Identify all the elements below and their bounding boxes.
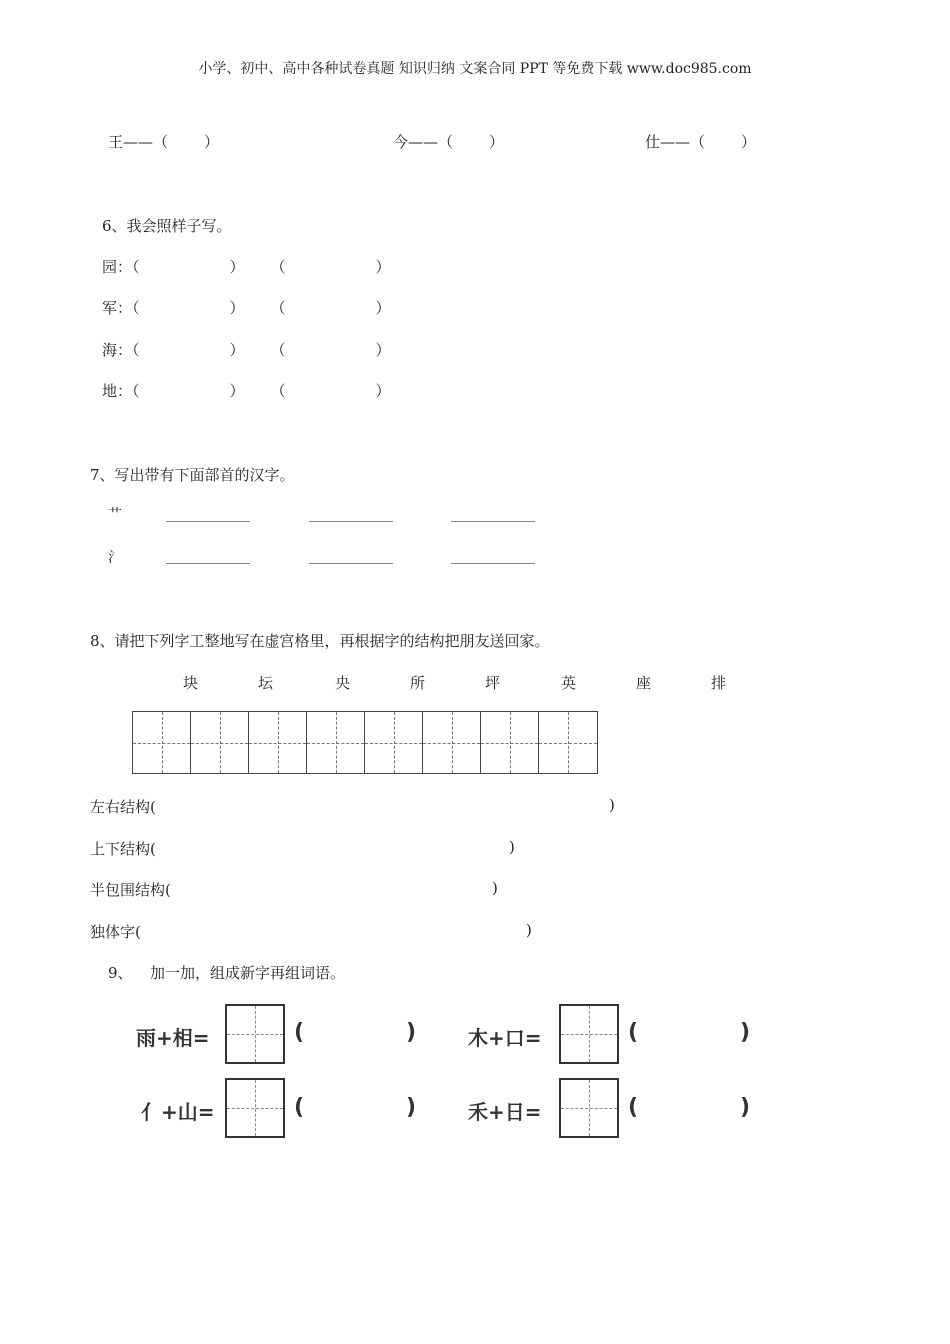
q9-paren-close: ) xyxy=(406,1020,417,1045)
grid-cell[interactable] xyxy=(249,712,307,773)
q8-char: 排 xyxy=(711,674,727,692)
q5-item-1 xyxy=(108,131,219,152)
q9-title: 加一加，组成新字再组词语。 xyxy=(150,964,346,982)
grid-cell[interactable] xyxy=(423,712,481,773)
q9-answer-box-1[interactable] xyxy=(225,1004,285,1064)
q9-answer-box-3[interactable] xyxy=(225,1078,285,1138)
page-header: 小学、初中、高中各种试卷真题 知识归纳 文案合同 PPT 等免费下载 www.doc985.com xyxy=(198,61,752,77)
q8-category-single: 独体字( xyxy=(90,923,141,941)
q9-formula-4: 禾+日= xyxy=(468,1100,542,1124)
q6-open-2: （ xyxy=(270,299,286,317)
q8-title: 8、请把下列字工整地写在虚宫格里，再根据字的结构把朋友送回家。 xyxy=(90,632,550,650)
q8-char: 英 xyxy=(561,674,577,692)
q8-category-close: ) xyxy=(509,838,515,856)
q6-close-1: ） xyxy=(229,341,245,359)
q9-answer-box-4[interactable] xyxy=(559,1078,619,1138)
q6-row-label: 地：（ xyxy=(102,382,140,400)
q6-close-1: ） xyxy=(229,258,245,276)
q6-open-2: （ xyxy=(270,341,286,359)
q8-category-left-right: 左右结构( xyxy=(90,798,156,816)
grid-cell[interactable] xyxy=(365,712,423,773)
q5-item-3 xyxy=(645,131,756,152)
q6-row-2 xyxy=(102,297,391,318)
q7-answer-line xyxy=(166,563,250,564)
q6-row-4 xyxy=(102,380,391,401)
q7-answer-line xyxy=(451,521,535,522)
q7-radical-1: 艹 xyxy=(108,507,122,523)
q5-item-close: ） xyxy=(489,133,505,151)
q6-row-3 xyxy=(102,339,391,360)
grid-cell[interactable] xyxy=(481,712,539,773)
q9-paren-open: ( xyxy=(628,1095,639,1120)
q6-row-1 xyxy=(102,256,391,277)
q6-row-label: 军：（ xyxy=(102,299,140,317)
q7-answer-line xyxy=(166,521,250,522)
q6-open-2: （ xyxy=(270,382,286,400)
q8-category-close: ) xyxy=(492,879,498,897)
q7-answer-line xyxy=(309,563,393,564)
q6-close-2: ） xyxy=(375,341,391,359)
q8-category-half-enclosed: 半包围结构( xyxy=(90,881,171,899)
q6-close-1: ） xyxy=(229,299,245,317)
q9-formula-2: 木+口= xyxy=(468,1026,542,1050)
q8-char: 座 xyxy=(636,674,652,692)
q8-category-close: ) xyxy=(609,796,615,814)
q7-answer-line xyxy=(451,563,535,564)
q8-char: 坛 xyxy=(258,674,274,692)
q9-paren-open: ( xyxy=(294,1020,305,1045)
q5-item-close: ） xyxy=(741,133,757,151)
q6-close-2: ） xyxy=(375,382,391,400)
q9-paren-open: ( xyxy=(628,1020,639,1045)
q9-paren-open: ( xyxy=(294,1095,305,1120)
q6-close-2: ） xyxy=(375,299,391,317)
q9-paren-close: ) xyxy=(406,1095,417,1120)
q7-radical-2: 氵 xyxy=(108,550,122,566)
q6-row-label: 园：（ xyxy=(102,258,140,276)
q8-char: 块 xyxy=(183,674,199,692)
q8-category-top-bottom: 上下结构( xyxy=(90,840,156,858)
q9-paren-close: ) xyxy=(740,1095,751,1120)
q8-category-close: ) xyxy=(526,921,532,939)
q6-title: 6、我会照样子写。 xyxy=(102,217,232,235)
grid-cell[interactable] xyxy=(191,712,249,773)
q9-paren-close: ) xyxy=(740,1020,751,1045)
q7-answer-line xyxy=(309,521,393,522)
q5-item-label: 仕——（ xyxy=(645,133,706,151)
q9-answer-box-2[interactable] xyxy=(559,1004,619,1064)
q5-item-2 xyxy=(393,131,504,152)
q8-char: 央 xyxy=(335,674,351,692)
q6-row-label: 海：（ xyxy=(102,341,140,359)
q7-title: 7、写出带有下面部首的汉字。 xyxy=(90,466,295,484)
q5-item-close: ） xyxy=(204,133,220,151)
grid-cell[interactable] xyxy=(133,712,191,773)
grid-cell[interactable] xyxy=(307,712,365,773)
q8-char: 坪 xyxy=(485,674,501,692)
q8-char: 所 xyxy=(410,674,426,692)
q9-formula-1: 雨+相= xyxy=(136,1026,210,1050)
q5-item-label: 王——（ xyxy=(108,133,169,151)
q9-formula-3: 亻+山= xyxy=(141,1100,215,1124)
q6-close-1: ） xyxy=(229,382,245,400)
writing-grid xyxy=(132,711,598,774)
q5-item-label: 今——（ xyxy=(393,133,454,151)
q6-open-2: （ xyxy=(270,258,286,276)
q6-close-2: ） xyxy=(375,258,391,276)
q9-number: 9、 xyxy=(108,964,133,982)
grid-cell[interactable] xyxy=(539,712,597,773)
